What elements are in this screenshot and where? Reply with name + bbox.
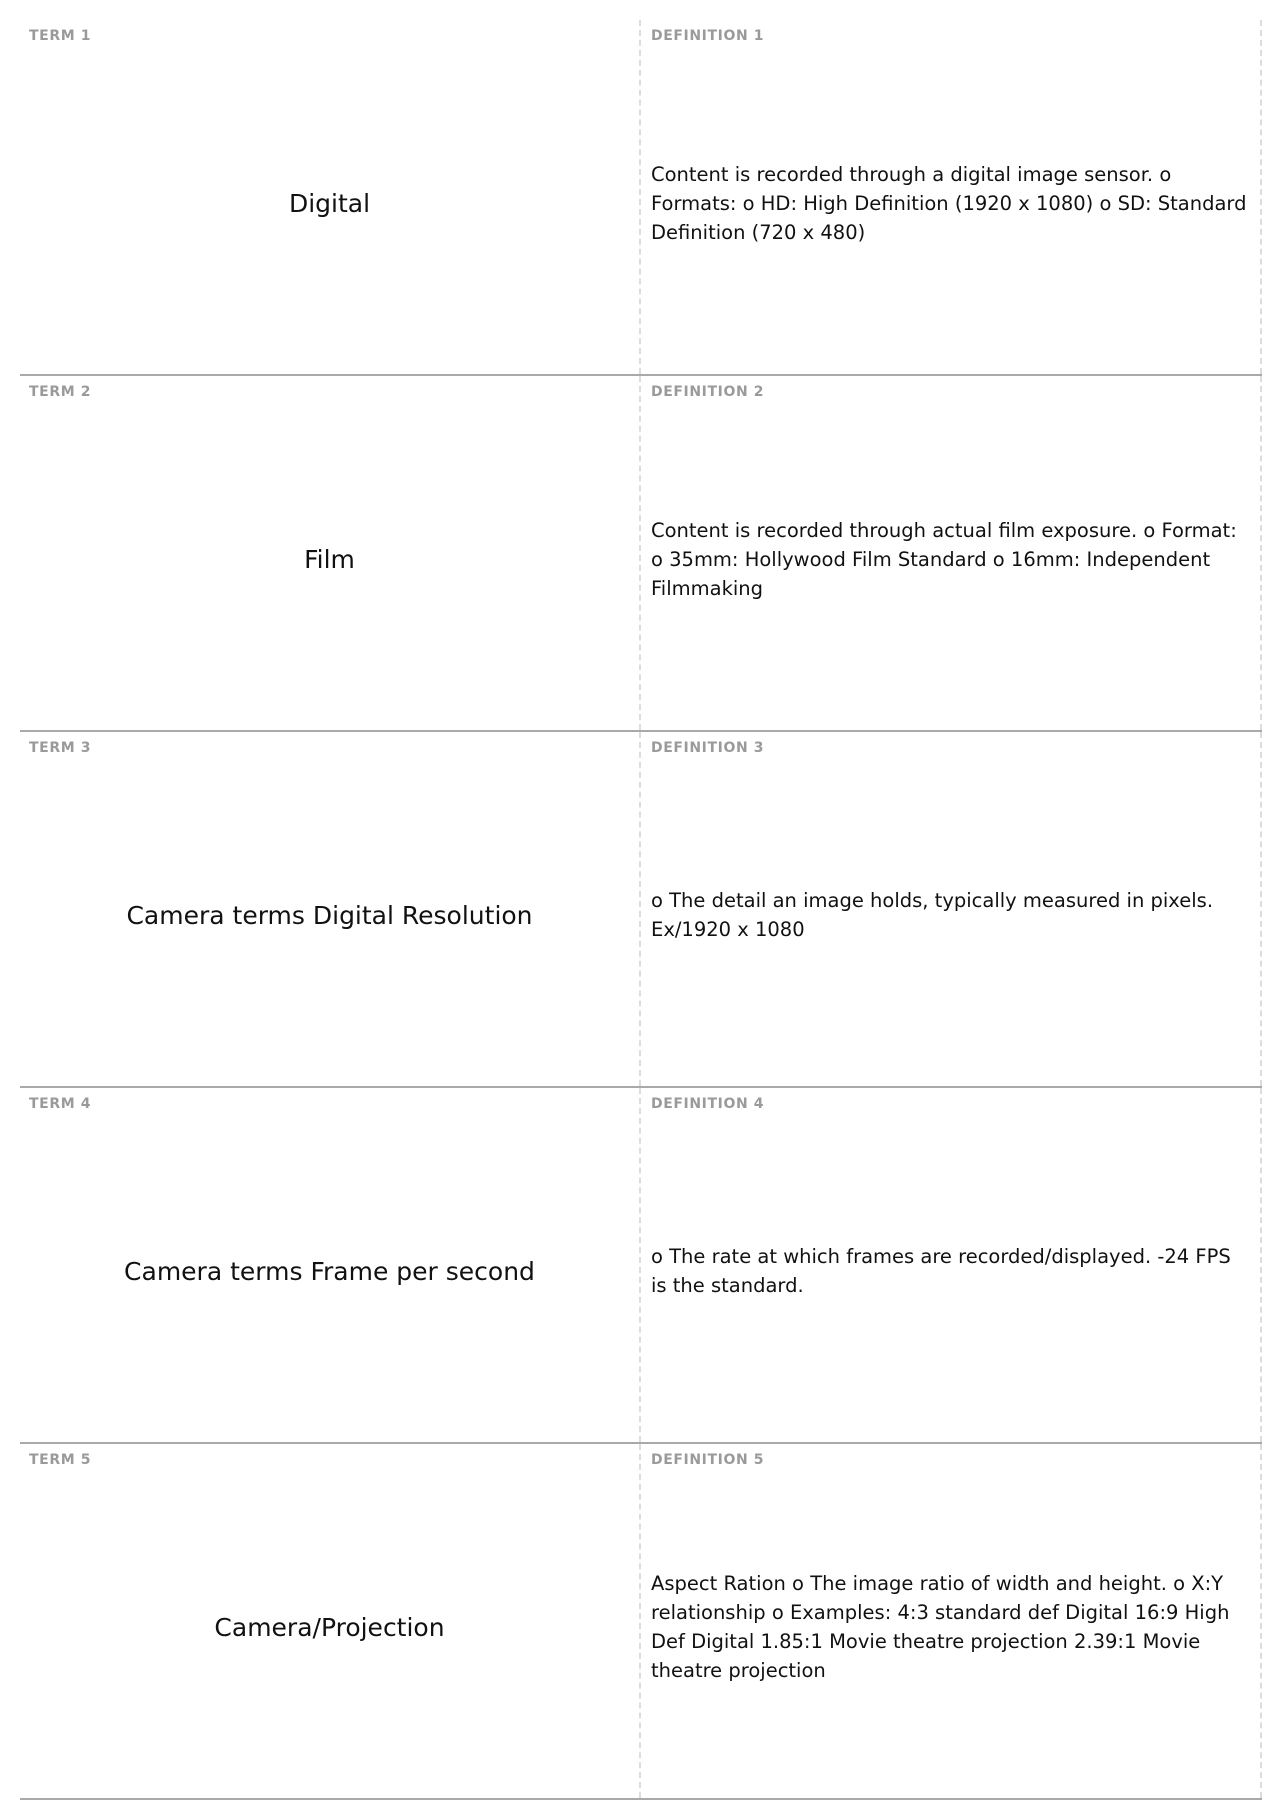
definition-text: o The rate at which frames are recorded/displayed. -24 FPS is the standard. [651, 1245, 1231, 1297]
definition-cell [641, 376, 1262, 730]
term-label: TERM 5 [29, 1452, 92, 1468]
definition-cell [641, 732, 1262, 1086]
definition-label: DEFINITION 2 [651, 384, 765, 400]
term-text: Digital [288, 188, 371, 218]
definition-text: o The detail an image holds, typically measured in pixels. Ex/1920 x 1080 [651, 889, 1214, 941]
definition-text-wrap [651, 376, 1248, 730]
flashcard-row [20, 732, 1262, 1088]
term-cell [20, 20, 641, 374]
term-text: Camera terms Digital Resolution [126, 900, 533, 930]
term-cell [20, 1444, 641, 1798]
definition-cell [641, 1444, 1262, 1798]
term-text: Film [304, 544, 355, 574]
definition-text: Content is recorded through actual film exposure. o Format: o 35mm: Hollywood Film Standard o 16mm: Independent Filmmaking [651, 518, 1237, 600]
definition-label: DEFINITION 4 [651, 1096, 765, 1112]
flashcard-sheet [20, 20, 1262, 1800]
flashcard-row [20, 1444, 1262, 1800]
definition-text-wrap [651, 1088, 1248, 1442]
term-text: Camera/Projection [214, 1612, 445, 1642]
definition-text-wrap [651, 732, 1248, 1086]
term-cell [20, 1088, 641, 1442]
definition-text: Content is recorded through a digital image sensor. o Formats: o HD: High Definition (1920 x 1080) o SD: Standard Definition (720 x 480) [651, 162, 1247, 244]
flashcard-row [20, 376, 1262, 732]
term-label: TERM 2 [29, 384, 92, 400]
definition-text-wrap [651, 20, 1248, 374]
flashcard-row [20, 1088, 1262, 1444]
definition-cell [641, 20, 1262, 374]
flashcard-row [20, 20, 1262, 376]
term-label: TERM 4 [29, 1096, 92, 1112]
definition-label: DEFINITION 3 [651, 740, 765, 756]
term-cell [20, 732, 641, 1086]
term-label: TERM 1 [29, 28, 92, 44]
definition-label: DEFINITION 5 [651, 1452, 765, 1468]
definition-text-wrap [651, 1444, 1248, 1798]
definition-label: DEFINITION 1 [651, 28, 765, 44]
term-cell [20, 376, 641, 730]
definition-text: Aspect Ration o The image ratio of width and height. o X:Y relationship o Examples: 4:3 standard def Digital 16:9 High Def Digital 1.85:1 Movie theatre projection 2.39:1 Movie theatre projection [651, 1572, 1230, 1682]
definition-cell [641, 1088, 1262, 1442]
term-text: Camera terms Frame per second [124, 1256, 535, 1286]
term-label: TERM 3 [29, 740, 92, 756]
